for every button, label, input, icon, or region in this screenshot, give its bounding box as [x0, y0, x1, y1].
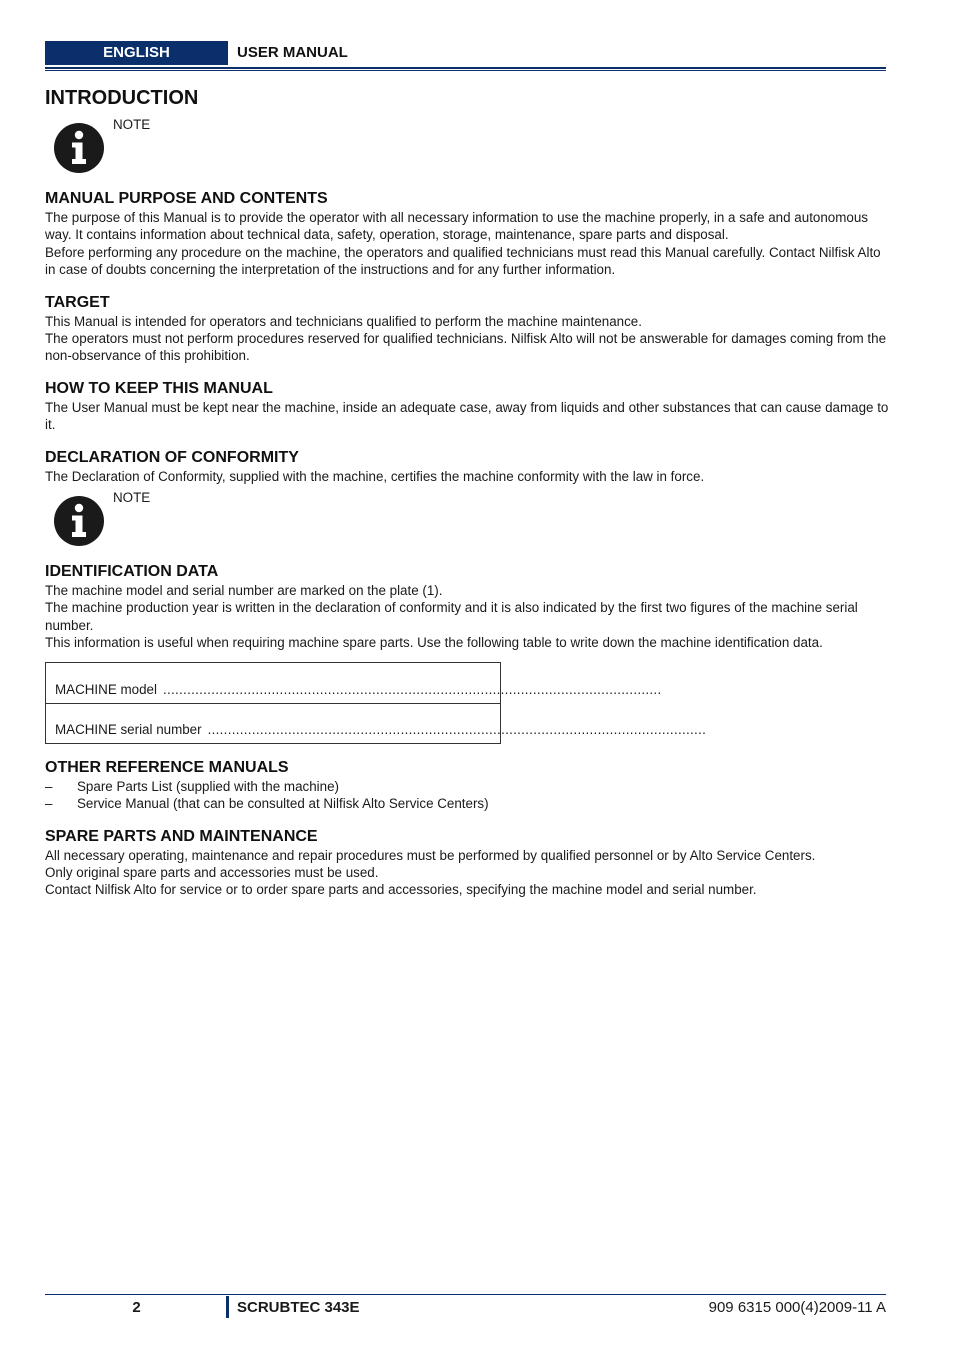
list-bullet: – [45, 778, 53, 794]
section-heading-spare: SPARE PARTS AND MAINTENANCE [45, 827, 318, 845]
note-label: NOTE [113, 117, 151, 132]
spare-paragraph-2: Only original spare parts and accessories must be used. [45, 864, 379, 880]
machine-serial-fill-line: ............................................................................................................................ [207, 721, 707, 737]
identification-paragraph-3: This information is useful when requiring machine spare parts. Use the following table to write down the machine identification data. [45, 635, 823, 651]
identification-paragraph-2: The machine production year is written in the declaration of conformity and it is also indicated by the first two figures of the machine serial number. [45, 600, 858, 633]
spare-paragraph-3: Contact Nilfisk Alto for service or to order spare parts and accessories, specifying the machine model and serial number. [45, 882, 757, 898]
section-heading-references: OTHER REFERENCE MANUALS [45, 758, 289, 776]
identification-paragraph-1: The machine model and serial number are marked on the plate (1). [45, 583, 443, 599]
section-heading-target: TARGET [45, 293, 110, 311]
footer-page-number: 2 [132, 1299, 141, 1316]
conformity-paragraph-1: The Declaration of Conformity, supplied with the machine, certifies the machine conformity with the law in force. [45, 468, 705, 484]
purpose-paragraph-1: The purpose of this Manual is to provide the operator with all necessary information to use the machine properly, in a safe and autonomous way. It contains information about technical data, safety, operation, storage, maintenance, spare parts and disposal. [45, 210, 868, 243]
section-heading-purpose: MANUAL PURPOSE AND CONTENTS [45, 190, 328, 207]
target-paragraph-2: The operators must not perform procedures reserved for qualified technicians. Nilfisk Alto will not be answerable for damages coming from the non-observance of this prohibition. [45, 331, 887, 364]
footer-doc-code: 909 6315 000(4)2009-11 A [708, 1299, 886, 1316]
target-paragraph-1: This Manual is intended for operators and technicians qualified to perform the machine maintenance. [45, 313, 642, 329]
header-doc-type: USER MANUAL [237, 44, 348, 61]
section-heading-conformity: DECLARATION OF CONFORMITY [45, 448, 299, 466]
machine-serial-row[interactable] [46, 703, 707, 743]
info-icon [53, 122, 105, 174]
list-bullet: – [45, 796, 53, 812]
page-content [45, 84, 891, 899]
keep-paragraph-1: The User Manual must be kept near the machine, inside an adequate case, away from liquids and other substances that can cause damage to it. [45, 399, 889, 433]
footer-rule [45, 1294, 886, 1295]
header-rule [45, 67, 886, 69]
section-heading-identification: IDENTIFICATION DATA [45, 563, 219, 581]
note-block [45, 112, 891, 180]
machine-model-fill-line: ............................................................................................................................ [162, 681, 662, 697]
list-item [45, 778, 891, 795]
machine-model-row[interactable] [46, 663, 662, 703]
identification-table [45, 662, 707, 744]
reference-item-service-manual: Service Manual (that can be consulted at Nilfisk Alto Service Centers) [77, 796, 489, 812]
spare-paragraph-1: All necessary operating, maintenance and repair procedures must be performed by qualified personnel or by Alto Service Centers. [45, 847, 816, 863]
machine-model-label: MACHINE model [55, 681, 157, 697]
footer-model: SCRUBTEC 343E [237, 1299, 360, 1316]
section-heading-keep: HOW TO KEEP THIS MANUAL [45, 379, 273, 397]
footer-divider [226, 1296, 229, 1318]
note-label: NOTE [113, 490, 151, 506]
page-title: INTRODUCTION [45, 87, 199, 109]
list-item [45, 795, 891, 812]
machine-serial-label: MACHINE serial number [55, 721, 202, 737]
header-rule-thin [45, 70, 886, 71]
note-block [45, 485, 891, 553]
purpose-paragraph-2: Before performing any procedure on the machine, the operators and qualified technicians must read this Manual carefully. Contact Nilfisk Alto in case of doubts concerning the interpretation of the instructions and for any further information. [45, 244, 881, 278]
reference-item-spare-parts: Spare Parts List (supplied with the machine) [77, 778, 339, 794]
header-language-tab: ENGLISH [45, 41, 228, 65]
info-icon [53, 495, 105, 547]
